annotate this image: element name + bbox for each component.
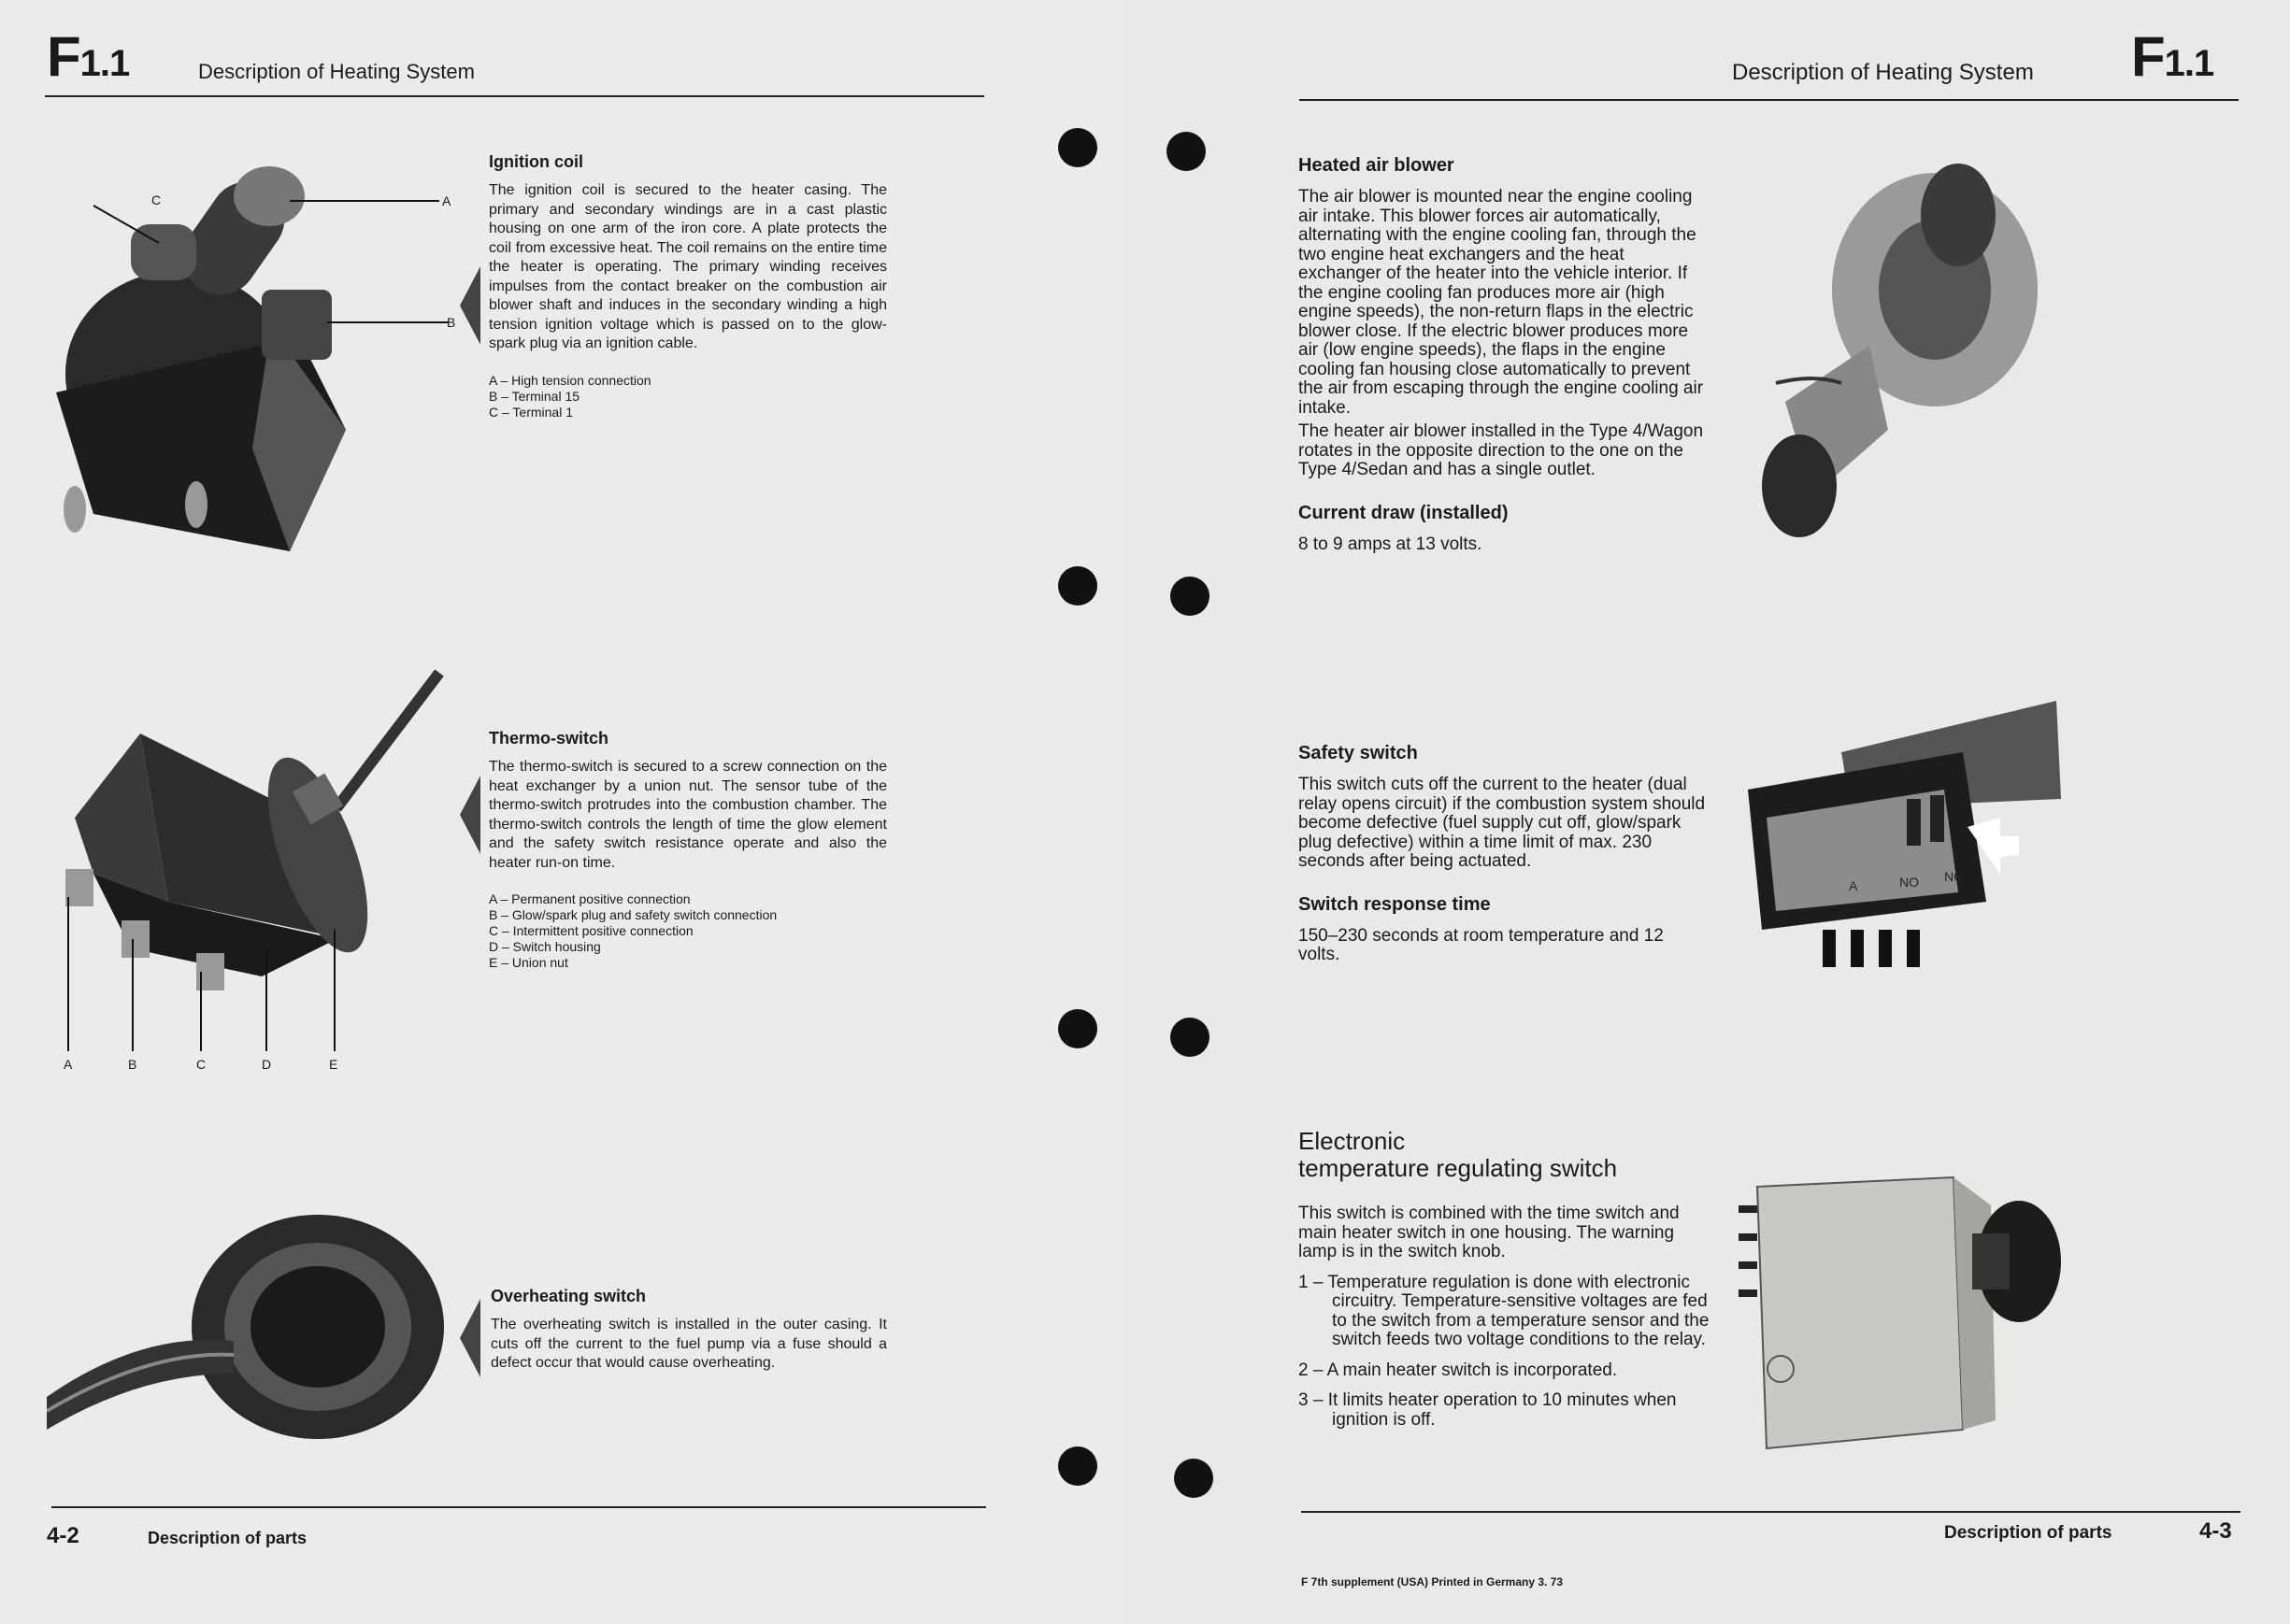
callout-c: C	[151, 192, 162, 207]
section-heading: temperature regulating switch	[1298, 1154, 1618, 1182]
binder-hole	[1170, 577, 1209, 616]
binder-hole	[1058, 566, 1097, 605]
thermo-switch-image	[37, 668, 449, 1061]
blower-section	[1298, 155, 1710, 554]
section-code: F1.1	[47, 25, 130, 88]
section-code: F1.1	[2131, 25, 2214, 88]
temp-switch-section	[1298, 1128, 1714, 1430]
safety-switch-section	[1298, 743, 1710, 965]
binder-hole	[1170, 1018, 1209, 1057]
callout-a: A	[442, 193, 451, 208]
list-item: 3 – It limits heater operation to 10 minutes when ignition is off.	[1298, 1390, 1677, 1430]
section-heading: Thermo-switch	[489, 729, 609, 748]
label-no: NO	[1944, 869, 1964, 884]
section-marker	[460, 266, 480, 345]
section-marker	[460, 776, 480, 854]
overheating-switch-image	[47, 1210, 458, 1444]
section-heading: Safety switch	[1298, 743, 1418, 763]
legend-item: A – Permanent positive connection	[489, 891, 691, 906]
callout-d: D	[262, 1057, 272, 1072]
header-title: Description of Heating System	[198, 60, 475, 83]
response-value: 150–230 seconds at room temperature and 12 volts.	[1298, 925, 1664, 964]
ignition-coil-section	[489, 152, 887, 420]
footer-title: Description of parts	[1944, 1523, 2112, 1543]
legend-item: B – Terminal 15	[489, 388, 580, 404]
thermo-switch-section	[489, 729, 887, 971]
legend-item: D – Switch housing	[489, 939, 601, 954]
footer-title: Description of parts	[148, 1529, 308, 1547]
callout-c: C	[196, 1057, 207, 1072]
ignition-coil-image	[37, 150, 467, 551]
binder-hole	[1058, 128, 1097, 167]
page-number: 4-3	[2199, 1518, 2232, 1544]
footer-rule	[51, 1506, 986, 1508]
air-blower-image	[1757, 159, 2038, 570]
section-body: The overheating switch is installed in the outer casing. It cuts off the current to the fuel pump via a fuse should a defect occur that would cause overheating.	[491, 1317, 887, 1371]
current-value: 8 to 9 amps at 13 volts.	[1298, 534, 1482, 554]
binder-hole	[1166, 132, 1206, 171]
right-page	[1122, 0, 2290, 1624]
page-number: 4-2	[47, 1523, 79, 1548]
section-body: The ignition coil is secured to the heater casing. The primary and secondary windings are in a cast plastic housing on one arm of the iron core. A plate protects the coil from excessive heat. The coil remains on the entire time the heater is operating. The primary winding receives impulses from the contact breaker on the combustion air blower shaft and induces in the secondary winding a high tension ignition voltage which is passed on to the glow-spark plug via an ignition cable.	[489, 182, 887, 351]
header-title: Description of Heating System	[1732, 60, 2034, 85]
section-heading: Heated air blower	[1298, 155, 1454, 176]
imprint: F 7th supplement (USA) Printed in Germany 3. 73	[1301, 1575, 1564, 1588]
label-no: NO	[1899, 875, 1919, 890]
legend-item: C – Intermittent positive connection	[489, 923, 694, 938]
label-a: A	[1849, 878, 1858, 893]
section-heading: Ignition coil	[489, 152, 583, 171]
list-item: 1 – Temperature regulation is done with electronic circuitry. Temperature-sensitive voltages are fed to the switch from a temperature sensor and the switch feeds two voltage conditions to the relay.	[1298, 1272, 1710, 1349]
legend-item: E – Union nut	[489, 955, 568, 970]
temp-switch-image	[1739, 1159, 2066, 1467]
header-rule	[45, 95, 984, 97]
legend-item: C – Terminal 1	[489, 404, 574, 420]
header-rule	[1299, 99, 2239, 101]
section-heading: Electronic	[1298, 1127, 1406, 1155]
section-body: This switch cuts off the current to the heater (dual relay opens circuit) if the combustion system should become defective (fuel supply cut off, glow/spark plug defective) within a time limit of max. 230 seconds after being actuated.	[1298, 775, 1706, 871]
section-body: The air blower is mounted near the engine cooling air intake. This blower forces air automatically, alternating with the engine cooling fan, through the two engine heat exchangers and the heat exchanger of the heater into the vehicle interior. If the engine cooling fan produces more air (high engine speeds), the non-return flaps in the electric blower close. If the electric blower produces more air (low engine speeds), the flaps in the engine cooling fan housing close automatically to prevent the air from escaping through the engine cooling air intake.	[1298, 187, 1704, 418]
callout-a: A	[64, 1057, 73, 1072]
legend-item: B – Glow/spark plug and safety switch connection	[489, 907, 778, 922]
legend-item: A – High tension connection	[489, 372, 651, 388]
section-body: The thermo-switch is secured to a screw connection on the heat exchanger by a union nut. The sensor tube of the thermo-switch protrudes into the combustion chamber. The thermo-switch controls the length of time the glow element and the safety switch resistance operate and also the heater run-on time.	[489, 759, 887, 871]
callout-e: E	[329, 1057, 338, 1072]
left-page	[0, 0, 1122, 1624]
list-item: 2 – A main heater switch is incorporated.	[1298, 1360, 1618, 1380]
safety-switch-image	[1748, 696, 2084, 995]
callout-b: B	[447, 315, 456, 330]
section-body: The heater air blower installed in the Type 4/Wagon rotates in the opposite direction to the one on the Type 4/Sedan and has a single outlet.	[1298, 421, 1704, 479]
footer-rule	[1301, 1511, 2240, 1513]
overheating-switch-section	[491, 1287, 887, 1374]
binder-hole	[1058, 1446, 1097, 1486]
binder-hole	[1058, 1009, 1097, 1048]
section-marker	[460, 1299, 480, 1377]
current-heading: Current draw (installed)	[1298, 502, 1509, 523]
callout-b: B	[128, 1057, 137, 1072]
section-body: This switch is combined with the time switch and main heater switch in one housing. The warning lamp is in the switch knob.	[1298, 1204, 1680, 1261]
binder-hole	[1174, 1459, 1213, 1498]
section-heading: Overheating switch	[491, 1287, 647, 1305]
response-heading: Switch response time	[1298, 893, 1491, 915]
